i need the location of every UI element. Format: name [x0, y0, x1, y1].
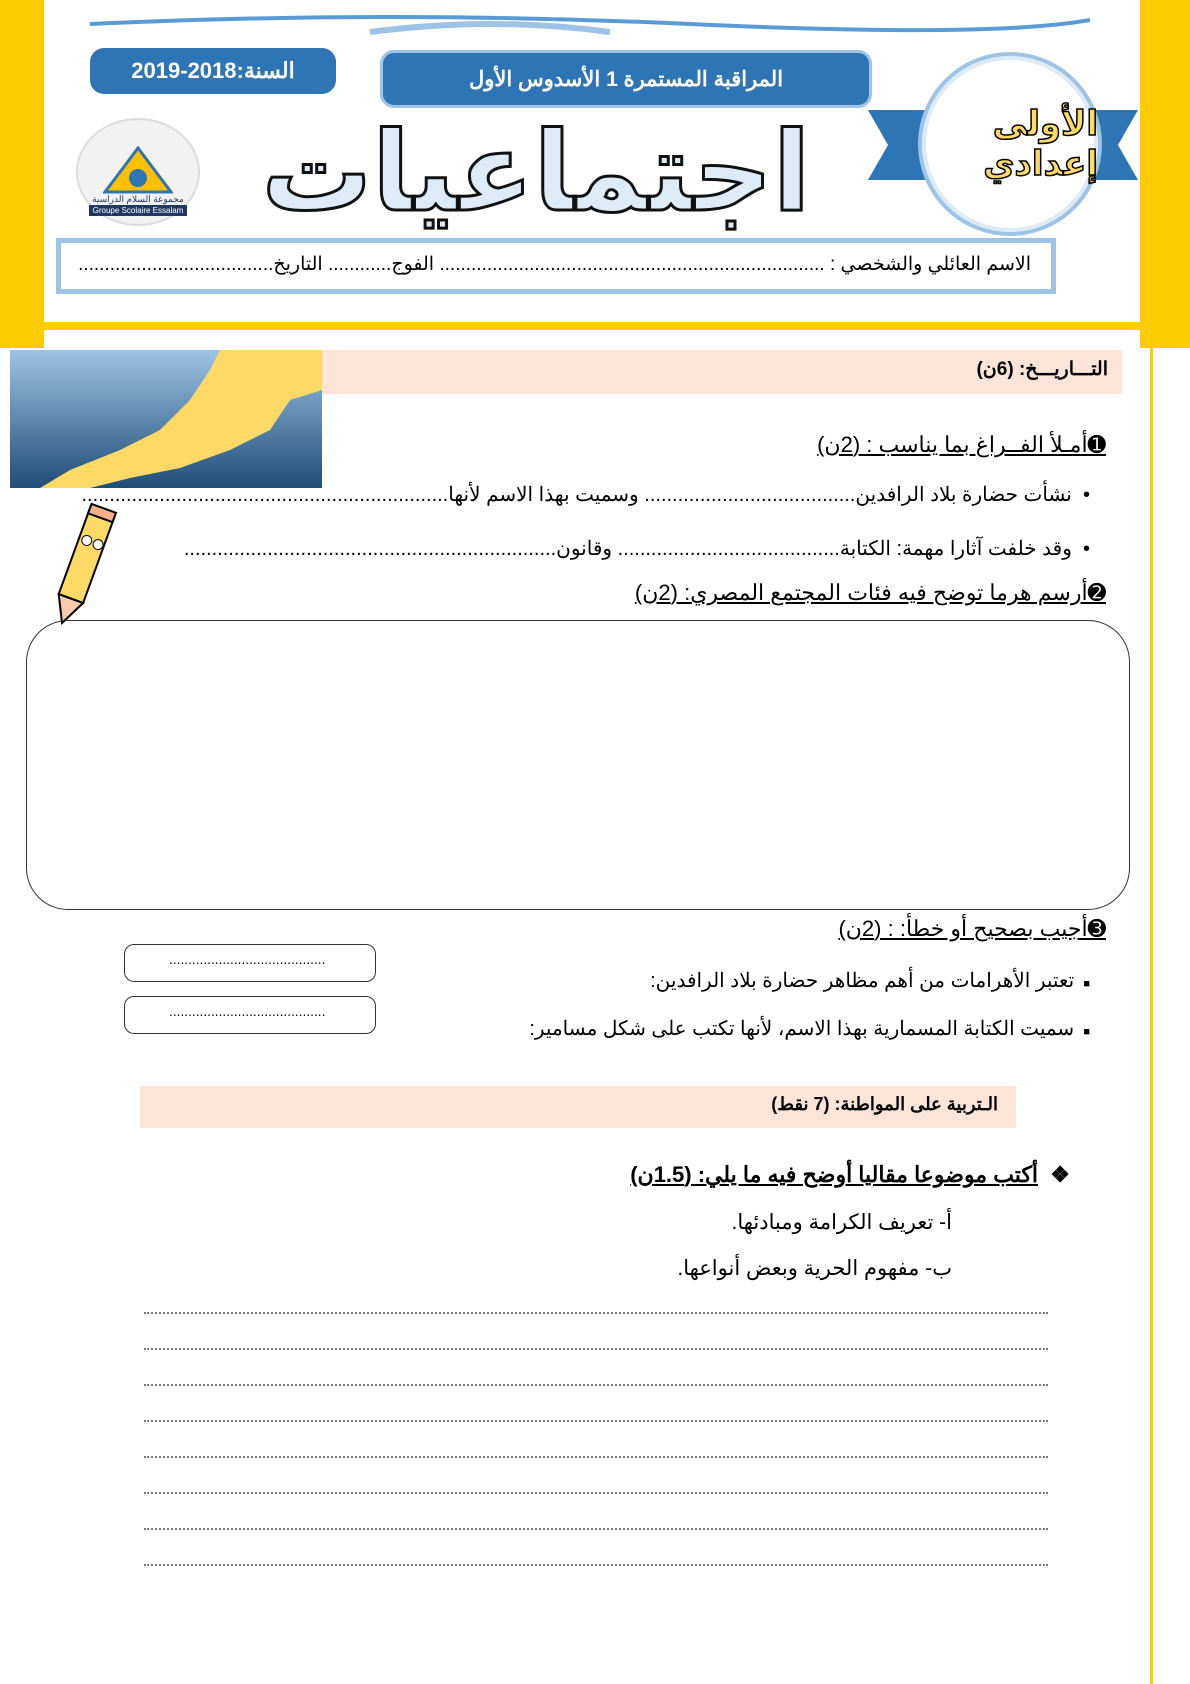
student-info-box [56, 238, 1056, 294]
level-badge [918, 52, 1102, 236]
writing-area[interactable] [144, 1300, 1048, 1580]
q1-item2-text: وقد خلفت آثارا مهمة: الكتابة........................................ وقانون................................................................... [183, 538, 1072, 560]
top-swoosh-decoration [90, 6, 1090, 46]
left-yellow-bar [0, 0, 44, 348]
q1-item1-text: نشأت حضارة بلاد الرافدين...................................... وسميت بهذا الاسم لأنها.................................................................. [81, 484, 1072, 506]
q3-answer-box-1[interactable] [124, 944, 376, 982]
writing-line [144, 1492, 1048, 1494]
right-yellow-bar [1140, 0, 1190, 348]
q3-title: ➌أجيب بصحيح أو خطأ: : (2ن) [838, 916, 1106, 941]
answer-dots: ......................................... [169, 953, 326, 967]
writing-line [144, 1420, 1048, 1422]
square-bullet-icon: ■ [1074, 1026, 1090, 1038]
writing-line [144, 1348, 1048, 1350]
writing-line [144, 1456, 1048, 1458]
logo-text-ar: مجموعة السلام الدراسية [92, 194, 184, 204]
writing-line [144, 1384, 1048, 1386]
logo-text-fr: Groupe Scolaire Essalam [89, 205, 188, 216]
q3-answer-box-2[interactable] [124, 996, 376, 1034]
map-decoration-icon [10, 350, 322, 488]
header-bottom-line [44, 322, 1140, 330]
history-section-bar [322, 350, 1122, 394]
year-badge [90, 48, 336, 94]
civics-item-b: ب- مفهوم الحرية وبعض أنواعها. [677, 1257, 952, 1280]
civics-item-a: أ- تعريف الكرامة ومبادئها. [731, 1211, 952, 1234]
civics-section-title: الـتربية على المواطنة: (7 نقط) [771, 1094, 998, 1114]
history-section-title: التـــاريـــخ: (6ن) [976, 359, 1108, 380]
subject-title: اجتماعيات [261, 108, 811, 236]
writing-line [144, 1312, 1048, 1314]
civics-prompt [630, 1162, 1070, 1188]
q2-title: ➋أرسم هرما توضح فيه فئات المجتمع المصري: (2ن) [634, 580, 1106, 605]
pencil-decoration-icon [36, 500, 126, 630]
bullet-icon: • [1071, 484, 1090, 506]
q3-item1-text: تعتبر الأهرامات من أهم مظاهر حضارة بلاد الرافدين: [650, 970, 1075, 992]
logo-triangle-icon [103, 146, 173, 194]
square-bullet-icon: ■ [1074, 978, 1090, 990]
bullet-icon: • [1071, 538, 1090, 560]
q3-item1 [650, 968, 1090, 993]
writing-line [144, 1528, 1048, 1530]
level-text: الأولى إعدادي [983, 104, 1098, 184]
civics-prompt-text: أكتب موضوعا مقاليا أوضح فيه ما يلي: (1.5ن) [630, 1162, 1039, 1187]
q3-item2 [529, 1016, 1090, 1041]
right-yellow-line [1150, 348, 1153, 1684]
q1-item2 [184, 536, 1090, 561]
q1-item1 [82, 482, 1091, 507]
diamond-bullet-icon: ❖ [1038, 1162, 1070, 1187]
school-logo [76, 118, 200, 226]
q1-title: ➊أمـلأ الفــراغ بما يناسب : (2ن) [817, 432, 1106, 457]
student-info-line: الاسم العائلي والشخصي : ......................................................................... الفوج............ التاريخ..................................... [78, 254, 1031, 275]
year-text: السنة:2018-2019 [131, 58, 295, 83]
exam-title-badge [380, 50, 872, 108]
pyramid-drawing-area[interactable] [26, 620, 1130, 910]
exam-title-text: المراقبة المستمرة 1 الأسدوس الأول [468, 67, 784, 91]
civics-section-bar [140, 1086, 1016, 1128]
writing-line [144, 1564, 1048, 1566]
q3-item2-text: سميت الكتابة المسمارية بهذا الاسم، لأنها تكتب على شكل مسامير: [529, 1018, 1075, 1040]
answer-dots: ......................................... [169, 1005, 326, 1019]
